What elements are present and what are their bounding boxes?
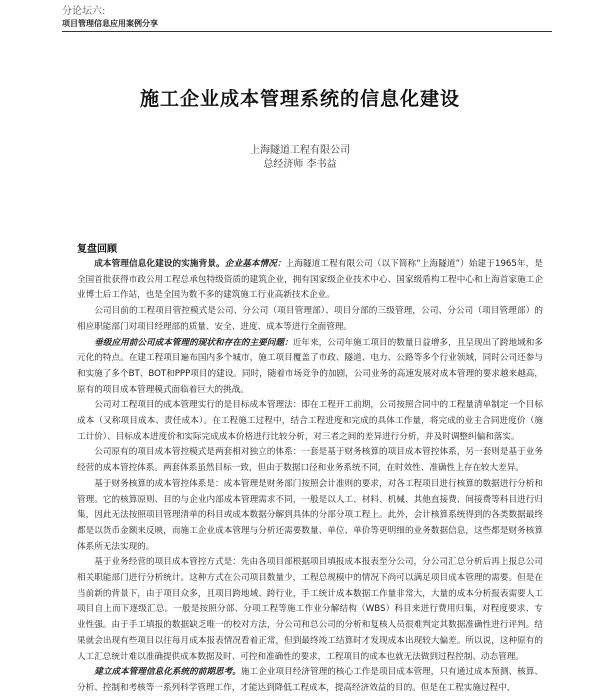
- paragraph-lead: 建立成本管理信息化系统的前期思考。: [94, 667, 241, 678]
- author-company: 上海隧道工程有限公司: [250, 145, 350, 156]
- paragraph-lead: 成本管理信息化建设的实施背景。: [94, 259, 225, 269]
- paragraph: [77, 257, 543, 304]
- section-heading: 复盘回顾: [77, 244, 117, 255]
- paragraph: [77, 477, 543, 556]
- paragraph-text: 上海隧道工程有限公司（以下简称“上海隧道”）始建于1965年，是全国首批获得市政公用工程总承包特级资质的建筑企业，拥有国家级企业技术中心、国家级盾构工程中心和上海首家施工企业博士后工作站，也是全国为数不多的建筑施工行业高新技术企业。: [77, 259, 543, 301]
- forum-subtitle: 项目管理信息应用案例分享: [62, 19, 158, 28]
- paragraph-text: 公司原有的项目成本管控模式是两套相对独立的体系：一套是基于财务核算的项目成本管控体系，另一套则是基于业务经营的成本管控体系。两套体系虽然目标一致，但由于数据口径和业务系统不同，在时效性、准确性上存在较大差异。: [77, 447, 543, 474]
- running-header: [62, 6, 158, 29]
- article-body: [77, 242, 543, 697]
- paragraph-lead-sub: 企业基本情况：: [224, 259, 286, 269]
- paragraph-text: 公司对工程项目的成本管理实行的是目标成本管理法：即在工程开工前期，公司按照合同中的工程量清单制定一个目标成本（又称项目成本、责任成本）。在工程施工过程中，结合工程进度和完成的具体工作量，将完成的业主合同进度价（施工计价）、目标成本进度价和实际完成成本价格进行比较分析，对三者之间的差异进行分析，并及时调整纠偏和落实。: [77, 400, 543, 442]
- paragraph: [77, 445, 543, 476]
- page-title: 施工企业成本管理系统的信息化建设: [139, 88, 460, 110]
- paragraph-text: 近年来，公司年施工项目的数量日益增多，且呈现出了跨地域和多元化的特点。在建工程项目遍布国内多个城市，施工项目覆盖了市政、隧道、电力、公路等多个行业领域，同时公司还参与和实施了多个BT、BOT和PPP项目的建设。同时，随着市场竞争的加剧，公司业务的高速发展对成本管理的要求越来越高，原有的项目成本管理模式面临着巨大的挑战。: [77, 337, 543, 395]
- paragraph-text: 施工企业项目经济管理的核心工作是项目成本管理，只有通过成本预测、核算、分析、控制和考核等一系列科学管理工作，才能达到降低工程成本，提高经济效益的目的。但是在工程实施过程中，: [77, 667, 543, 693]
- paragraph-lead: 垂级应用前公司成本管理的现状和存在的主要问题：: [94, 337, 293, 348]
- paragraph: [77, 398, 543, 445]
- header-divider: [62, 31, 552, 32]
- paragraph: [77, 304, 543, 335]
- paragraph: [77, 555, 543, 665]
- paragraph-text: 基于业务经营的项目成本管控方式是：先由各项目部根据项目填报成本报表至分公司，分公司汇总分析后再上报总公司相关职能部门进行分析统计。这种方式在公司项目数量少，工程总规模中的情况下尚可以满足项目成本管理的需要。但是在当前新的背景下，由于项目众多，且项目跨地域、跨行业，手工统计成本数据工作量非常大，大量的成本分析报表需要人工项目自上而下逐级汇总。一般是按照分部、分项工程等施工作业分解结构（WBS）科目来进行费用归集，对程度要求、专业性强。由于手工填报的数据缺乏唯一的校对方法，分公司和总公司的分析和复核人员很难判定其数据准确性进行评判。结果就会出现有些项目以往每月成本报表情况看着正常，但到最终竣工结算时才发现成本出现较大偏差。所以说，这种原有的人工汇总统计难以准确提供成本数据及时、可控和准确性的要求，工程项目的成本也就无法做到过程控制、动态管理。: [77, 557, 543, 662]
- forum-series-label: 分论坛六:: [62, 6, 106, 17]
- paragraph-text: 基于财务核算的成本管控体系是：成本管理是财务部门按照会计准则的要求，对各工程项目进行核算的数据进行分析和管理。它的核算原则、目的与企业内部成本管理需求不同，一般是以人工、材料、机械、其他直接费、间接费等科目进行归集，因此无法按照项目管理清单的科目或成本数据分解到具体的分部分项工程上。此外，会计核算系统得到的各类数据最终都是以货币金额来反映，而施工企业成本管理与分析还需要数量、单位、单价等更明细的业务数据信息，这些都是财务核算体系所无法实现的。: [77, 478, 543, 552]
- paragraph-text: 公司目前的工程项目管控模式是公司、分公司（项目管理部）、项目分部的三级管理，公司、分公司（项目管理部）的相应职能部门对项目经理部的质量、安全、进度、成本等进行全面管理。: [77, 306, 543, 332]
- paragraph: [77, 336, 543, 399]
- author-name: 总经济师 李书益: [263, 159, 337, 170]
